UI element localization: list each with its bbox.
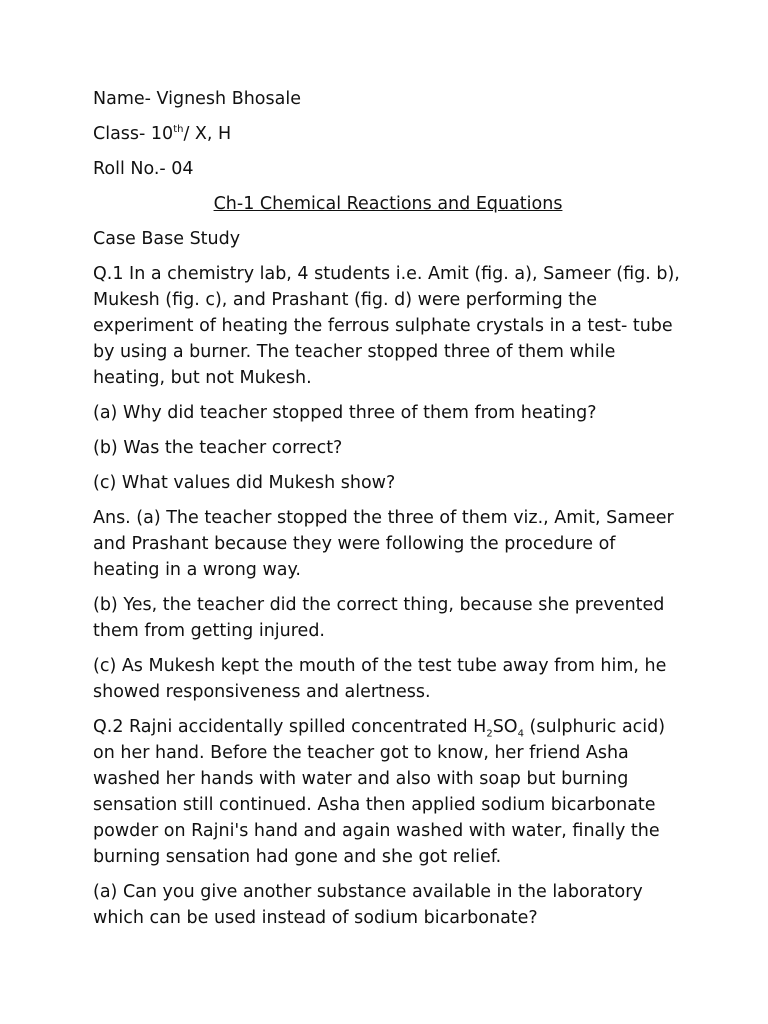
q2-question: [93, 714, 683, 870]
q1-answer-b: (b) Yes, the teacher did the correct thing, because she prevented them from getting injured.: [93, 595, 665, 641]
class-prefix: Class- 10: [93, 124, 174, 144]
q2-intro: Q.2 Rajni accidentally spilled concentrated H: [93, 717, 487, 737]
class-suffix: / X, H: [183, 124, 232, 144]
student-class: [93, 121, 683, 147]
q2-formula-so: SO: [492, 717, 518, 737]
q2-rest: (sulphuric acid) on her hand. Before the teacher got to know, her friend Asha washed her hands with water and also with soap but burning sensation still continued. Asha then applied sodium bicarbonate powder on Rajni's hand and again washed with water, finally the burning sensation had gone and she got relief.: [93, 717, 666, 867]
q1-part-c: (c) What values did Mukesh show?: [93, 473, 396, 493]
q1-part-b: (b) Was the teacher correct?: [93, 438, 343, 458]
q1-part-a: (a) Why did teacher stopped three of them from heating?: [93, 403, 597, 423]
q1-answer-a: Ans. (a) The teacher stopped the three of them viz., Amit, Sameer and Prashant because they were following the procedure of heating in a wrong way.: [93, 508, 674, 580]
class-superscript: th: [173, 124, 184, 136]
q2-subscript-4: 4: [517, 728, 524, 740]
section-label: Case Base Study: [93, 229, 241, 249]
q2-part-a: (a) Can you give another substance available in the laboratory which can be used instead of sodium bicarbonate?: [93, 882, 643, 928]
roll-number: Roll No.- 04: [93, 159, 194, 179]
chapter-title-text: Ch-1 Chemical Reactions and Equations: [213, 194, 563, 214]
chapter-title: [93, 191, 683, 217]
q1-answer-c: (c) As Mukesh kept the mouth of the test tube away from him, he showed responsiveness and alertness.: [93, 656, 667, 702]
q2-subscript-2: 2: [486, 728, 493, 740]
student-name: Name- Vignesh Bhosale: [93, 89, 301, 109]
q1-question: Q.1 In a chemistry lab, 4 students i.e. Amit (fig. a), Sameer (fig. b), Mukesh (fig. c), and Prashant (fig. d) were performing the experiment of heating the ferrous sulphate crystals in a test- tube by using a burner. The teacher stopped three of them while heating, but not Mukesh.: [93, 264, 680, 388]
document-body: [93, 86, 683, 940]
